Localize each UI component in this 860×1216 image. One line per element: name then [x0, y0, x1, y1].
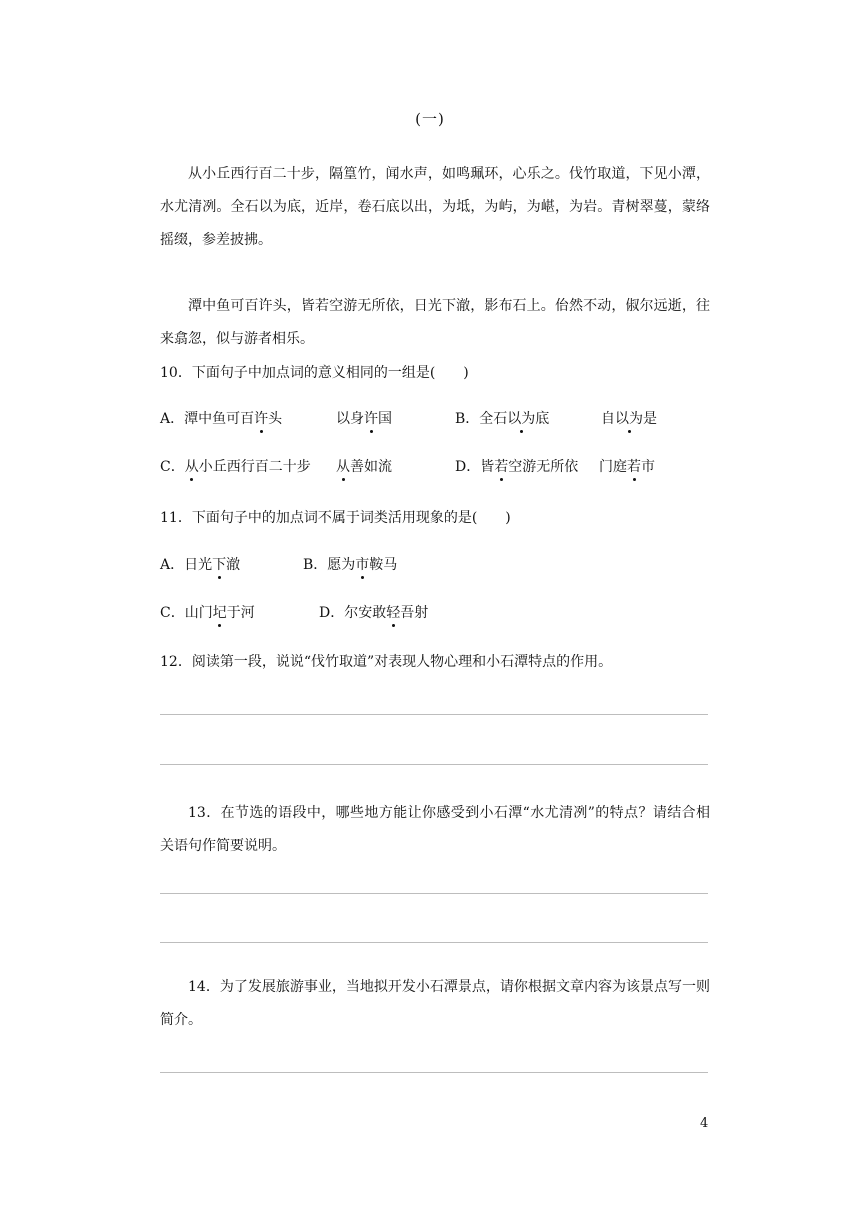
dotted-word: 若 — [627, 456, 641, 476]
dotted-word: 市 — [355, 554, 369, 574]
question-13-stem: 13．在节选的语段中，哪些地方能让你感受到小石潭“水尤清冽”的特点？请结合相关语句作简要说明。 — [160, 805, 710, 854]
question-10-stem: 10．下面句子中加点词的意义相同的一组是( ) — [160, 365, 469, 381]
dotted-word: 许 — [364, 408, 378, 428]
dotted-word: 下 — [212, 554, 226, 574]
passage-paragraph-1: 从小丘西行百二十步，隔篁竹，闻水声，如鸣珮环，心乐之。伐竹取道，下见小潭，水尤清冽。全石以为底，近岸，卷石底以出，为坻，为屿，为嵁，为岩。青树翠蔓，蒙络摇缀，参差披拂。 — [160, 166, 710, 248]
option-label: D． — [319, 605, 345, 621]
q11-option-a[interactable]: A．日光下澈 — [160, 554, 240, 574]
option-label: A． — [160, 557, 185, 573]
q11-option-c[interactable]: C．山门圮于河 — [160, 602, 255, 622]
passage-paragraph-2: 潭中鱼可百许头，皆若空游无所依，日光下澈，影布石上。佁然不动，俶尔远逝，往来翕忽，似与游者相乐。 — [160, 298, 710, 347]
dotted-word: 从 — [336, 456, 350, 476]
option-label: B． — [303, 557, 328, 573]
option-label: D． — [455, 459, 481, 475]
dotted-word: 以为 — [507, 408, 535, 428]
q10-option-b[interactable]: B．全石以为底 — [455, 408, 549, 428]
option-label: C． — [160, 459, 185, 475]
dotted-word: 以为 — [615, 408, 643, 428]
dotted-word: 若 — [494, 456, 508, 476]
q12-answer-line-1[interactable] — [160, 714, 708, 715]
q11-option-d[interactable]: D．尔安敢轻吾射 — [319, 602, 428, 622]
q13-answer-line-2[interactable] — [160, 942, 708, 943]
q10-option-c[interactable]: C．从小丘西行百二十步 — [160, 456, 311, 476]
q11-option-b[interactable]: B．愿为市鞍马 — [303, 554, 397, 574]
q10-option-b-compare: 自以为是 — [601, 408, 657, 428]
q14-answer-line-1[interactable] — [160, 1072, 708, 1073]
option-label: A． — [160, 411, 185, 427]
question-12-stem: 12．阅读第一段，说说“伐竹取道”对表现人物心理和小石潭特点的作用。 — [160, 654, 613, 670]
dotted-word: 轻 — [386, 602, 400, 622]
q10-option-d[interactable]: D．皆若空游无所依 — [455, 456, 578, 476]
page-number: 4 — [700, 1116, 709, 1131]
q10-option-d-compare: 门庭若市 — [599, 456, 655, 476]
q10-option-c-compare: 从善如流 — [336, 456, 392, 476]
dotted-word: 许 — [254, 408, 268, 428]
q10-option-a-compare: 以身许国 — [336, 408, 392, 428]
q10-option-a[interactable]: A．潭中鱼可百许头 — [160, 408, 282, 428]
option-label: B． — [455, 411, 480, 427]
section-title: (一) — [415, 110, 445, 128]
option-label: C． — [160, 605, 185, 621]
dotted-word: 从 — [185, 456, 199, 476]
question-11-stem: 11．下面句子中的加点词不属于词类活用现象的是( ) — [160, 510, 511, 526]
q13-answer-line-1[interactable] — [160, 893, 708, 894]
q12-answer-line-2[interactable] — [160, 764, 708, 765]
dotted-word: 圮 — [213, 602, 227, 622]
question-14-stem: 14．为了发展旅游事业，当地拟开发小石潭景点，请你根据文章内容为该景点写一则简介。 — [160, 979, 710, 1028]
